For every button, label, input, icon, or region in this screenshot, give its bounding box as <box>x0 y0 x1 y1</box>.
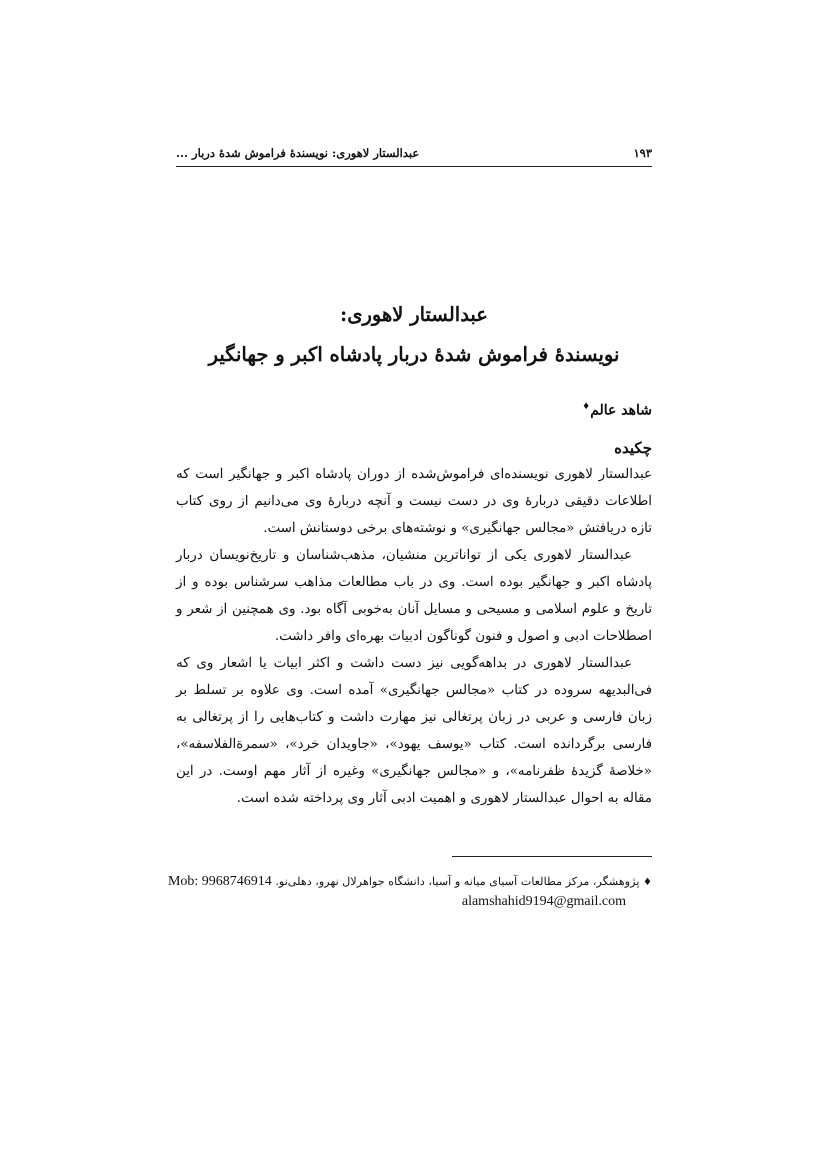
footnote-email: alamshahid9194@gmail.com <box>461 894 626 909</box>
author-footnote-mark: ♦ <box>582 402 591 412</box>
abstract-paragraph: عبدالستار لاهوری نویسنده‌ای فراموش‌شده از دوران پادشاه اکبر و جهانگیر است که اطلاعات دقیقی دربارۀ وی در دست نیست و آنچه دربارۀ وی می‌دانیم از روی کتاب تازه دریافتش «مجالس جهانگیری» و نوشته‌های برخی دوستانش است. <box>176 467 652 536</box>
page-number: ۱۹۳ <box>633 146 652 160</box>
header-rule <box>176 166 652 167</box>
abstract-paragraph: عبدالستار لاهوری در بداهه‌گویی نیز دست داشت و اکثر ابیات یا اشعار وی که فی‌البدیهه سروده در کتاب «مجالس جهانگیری» آمده است. وی علاوه بر تسلط بر زبان فارسی و عربی در زبان پرتغالی نیز مهارت داشت و کتاب‌هایی را از پرتغالی به فارسی برگردانده است. کتاب «یوسف یهود»، «جاویدان خرد»، «سمرةالفلاسفه»، «خلاصۀ گزیدۀ ظفرنامه»، و «مجالس جهانگیری» وغیره از آثار مهم اوست. در این مقاله به احوال عبدالستار لاهوری و اهمیت ادبی آثار وی پرداخته شده است. <box>176 656 652 806</box>
footnote-line-1 <box>167 872 652 892</box>
abstract-paragraph: عبدالستار لاهوری یکی از تواناترین منشیان، مذهب‌شناسان و تاریخ‌نویسان دربار پادشاه اکبر و جهانگیر بوده است. وی در باب مطالعات مذاهب سرشناس بوده و از تاریخ و علوم اسلامی و مسیحی و مسایل آنان به‌خوبی آگاه بود. وی همچنین از شعر و اصطلاحات ادبی و اصول و فنون گوناگون ادبیات بهره‌ای وافر داشت. <box>176 548 652 644</box>
footnote-rule <box>452 856 652 857</box>
footnote <box>167 872 652 911</box>
footnote-line-2 <box>176 892 652 911</box>
abstract-heading: چکیده <box>614 439 652 457</box>
article-title-line-2: نویسندۀ فراموش شدۀ دربار پادشاه اکبر و جهانگیر <box>208 343 620 366</box>
author-name: شاهد عالم <box>590 402 652 419</box>
footnote-marker: ♦ <box>643 877 652 888</box>
abstract-body <box>176 461 652 812</box>
running-head <box>176 146 652 164</box>
running-head-title: عبدالستار لاهوری: نویسندۀ فراموش شدۀ دربار ... <box>176 146 420 160</box>
footnote-mobile: Mob: 9968746914 <box>167 874 272 889</box>
footnote-affiliation: پژوهشگر، مرکز مطالعات آسیای میانه و آسیا، دانشگاه جواهرلال نهرو، دهلی‌نو. <box>275 875 640 888</box>
article-title-line-1: عبدالستار لاهوری: <box>340 303 488 326</box>
article-title <box>176 295 652 375</box>
author <box>176 402 652 419</box>
